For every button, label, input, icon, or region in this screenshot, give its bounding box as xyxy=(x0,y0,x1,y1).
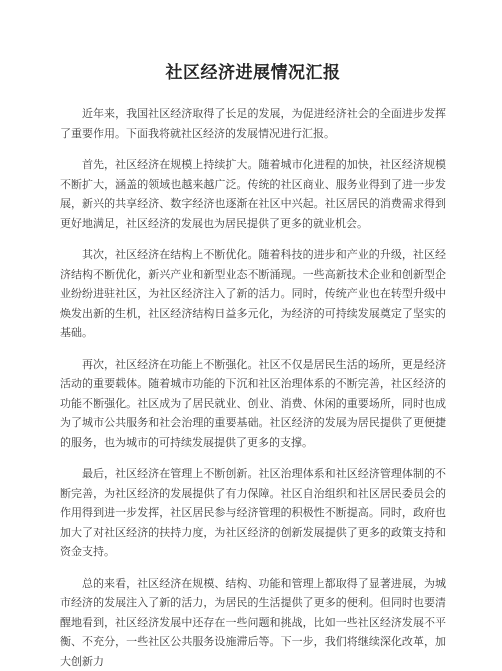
paragraph-summary: 总的来看，社区经济在规模、结构、功能和管理上都取得了显著进展，为城市经济的发展注入了新的活力，为居民的生活提供了更多的便利。但同时也要清醒地看到，社区经济发展中还存在一些问题和挑战，比如一些社区经济发展不平衡、不充分，一些社区公共服务设施滞后等。下一步，我们将继续深化改革，加大创新力 xyxy=(60,574,446,671)
document-title: 社区经济进展情况汇报 xyxy=(60,62,446,84)
paragraph-function: 再次，社区经济在功能上不断强化。社区不仅是居民生活的场所，更是经济活动的重要载体。随着城市功能的下沉和社区治理体系的不断完善，社区经济的功能不断强化。社区成为了居民就业、创业、消费、休闲的重要场所，同时也成为了城市公共服务和社会治理的重要基础。社区经济的发展为居民提供了更便捷的服务，也为城市的可持续发展提供了更多的支撑。 xyxy=(60,355,446,453)
paragraph-structure: 其次，社区经济在结构上不断优化。随着科技的进步和产业的升级，社区经济结构不断优化，新兴产业和新型业态不断涌现。一些高新技术企业和创新型企业纷纷进驻社区，为社区经济注入了新的活力。同时，传统产业也在转型升级中焕发出新的生机，社区经济结构日益多元化，为经济的可持续发展奠定了坚实的基础。 xyxy=(60,245,446,343)
paragraph-scale: 首先，社区经济在规模上持续扩大。随着城市化进程的加快，社区经济规模不断扩大，涵盖的领域也越来越广泛。传统的社区商业、服务业得到了进一步发展，新兴的共享经济、数字经济也逐渐在社区中兴起。社区居民的消费需求得到更好地满足，社区经济的发展也为居民提供了更多的就业机会。 xyxy=(60,155,446,233)
intro-paragraph: 近年来，我国社区经济取得了长足的发展，为促进经济社会的全面进步发挥了重要作用。下面我将就社区经济的发展情况进行汇报。 xyxy=(60,104,446,143)
paragraph-management: 最后，社区经济在管理上不断创新。社区治理体系和社区经济管理体制的不断完善，为社区经济的发展提供了有力保障。社区自治组织和社区居民委员会的作用得到进一步发挥，社区居民参与经济管理的积极性不断提高。同时，政府也加大了对社区经济的扶持力度，为社区经济的创新发展提供了更多的政策支持和资金支持。 xyxy=(60,464,446,562)
